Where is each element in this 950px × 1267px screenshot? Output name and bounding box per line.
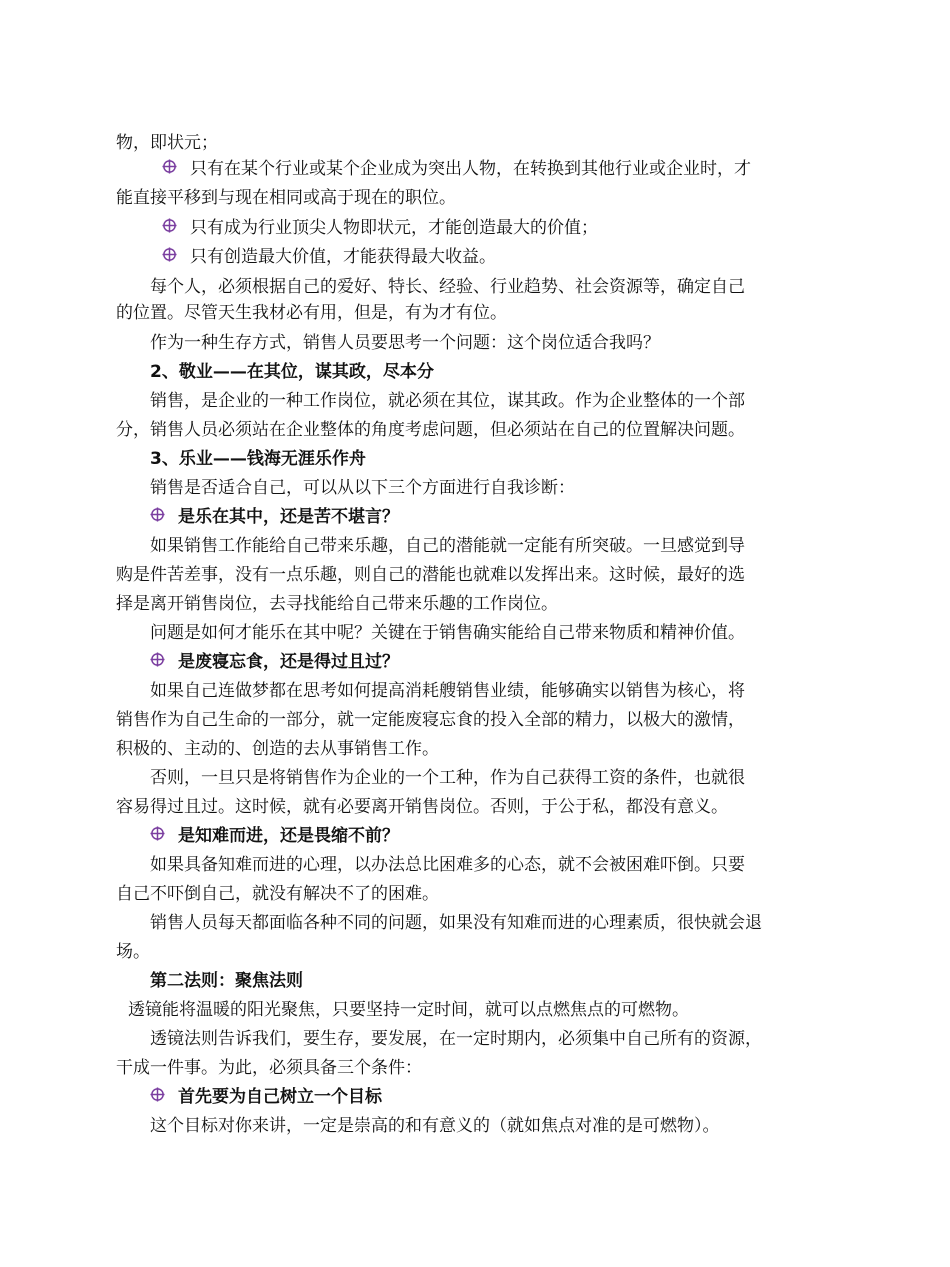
text-line: 物，即状元； — [116, 133, 218, 153]
text-line: 每个人，必须根据自己的爱好、特长、经验、行业趋势、社会资源等，确定自己 — [150, 277, 745, 297]
bullet-text: 只有创造最大价值，才能获得最大收益。 — [190, 247, 496, 267]
section-heading: 第二法则：聚焦法则 — [150, 971, 303, 991]
crosshair-icon — [150, 652, 165, 667]
bullet-heading: 是乐在其中，还是苦不堪言？ — [178, 507, 399, 527]
section-heading: 2、敬业——在其位，谋其政，尽本分 — [150, 362, 434, 382]
text-line: 的位置。尽管天生我材必有用，但是，有为才有位。 — [116, 303, 507, 323]
crosshair-icon — [150, 826, 165, 841]
bullet-text: 只有在某个行业或某个企业成为突出人物，在转换到其他行业或企业时，才 — [190, 159, 751, 179]
text-line: 作为一种生存方式，销售人员要思考一个问题：这个岗位适合我吗？ — [150, 333, 660, 353]
text-line: 场。 — [116, 942, 150, 962]
text-line: 能直接平移到与现在相同或高于现在的职位。 — [116, 188, 456, 208]
text-line: 购是件苦差事，没有一点乐趣，则自己的潜能也就难以发挥出来。这时候，最好的选 — [116, 565, 745, 585]
crosshair-icon — [162, 218, 177, 233]
text-line: 透镜法则告诉我们，要生存，要发展，在一定时期内，必须集中自己所有的资源， — [150, 1029, 762, 1049]
text-line: 积极的、主动的、创造的去从事销售工作。 — [116, 739, 439, 759]
crosshair-icon — [162, 159, 177, 174]
text-line: 透镜能将温暖的阳光聚焦，只要坚持一定时间，就可以点燃焦点的可燃物。 — [128, 1000, 689, 1020]
text-line: 择是离开销售岗位，去寻找能给自己带来乐趣的工作岗位。 — [116, 594, 558, 614]
text-line: 如果自己连做梦都在思考如何提高消耗艘销售业绩，能够确实以销售为核心，将 — [150, 681, 745, 701]
text-line: 销售，是企业的一种工作岗位，就必须在其位，谋其政。作为企业整体的一个部 — [150, 391, 745, 411]
crosshair-icon — [162, 247, 177, 262]
text-line: 问题是如何才能乐在其中呢？关键在于销售确实能给自己带来物质和精神价值。 — [150, 623, 745, 643]
bullet-heading: 是知难而进，还是畏缩不前？ — [178, 826, 399, 846]
text-line: 如果具备知难而进的心理，以办法总比困难多的心态，就不会被困难吓倒。只要 — [150, 855, 745, 875]
crosshair-icon — [150, 1087, 165, 1102]
section-heading: 3、乐业——钱海无涯乐作舟 — [150, 449, 366, 469]
bullet-text: 只有成为行业顶尖人物即状元，才能创造最大的价值； — [190, 218, 598, 238]
text-line: 销售是否适合自己，可以从以下三个方面进行自我诊断： — [150, 478, 575, 498]
text-line: 容易得过且过。这时候，就有必要离开销售岗位。否则，于公于私，都没有意义。 — [116, 797, 728, 817]
text-line: 销售人员每天都面临各种不同的问题，如果没有知难而进的心理素质，很快就会退 — [150, 913, 762, 933]
text-line: 分，销售人员必须站在企业整体的角度考虑问题，但必须站在自己的位置解决问题。 — [116, 420, 745, 440]
bullet-heading: 是废寝忘食，还是得过且过？ — [178, 652, 399, 672]
text-line: 销售作为自己生命的一部分，就一定能废寝忘食的投入全部的精力，以极大的激情， — [116, 710, 745, 730]
text-line: 如果销售工作能给自己带来乐趣，自己的潜能就一定能有所突破。一旦感觉到导 — [150, 536, 745, 556]
bullet-heading: 首先要为自己树立一个目标 — [178, 1087, 382, 1107]
text-line: 这个目标对你来讲，一定是崇高的和有意义的（就如焦点对准的是可燃物）。 — [150, 1116, 720, 1136]
text-line: 干成一件事。为此，必须具备三个条件： — [116, 1058, 422, 1078]
crosshair-icon — [150, 507, 165, 522]
text-line: 自己不吓倒自己，就没有解决不了的困难。 — [116, 884, 439, 904]
text-line: 否则，一旦只是将销售作为企业的一个工种，作为自己获得工资的条件，也就很 — [150, 768, 745, 788]
